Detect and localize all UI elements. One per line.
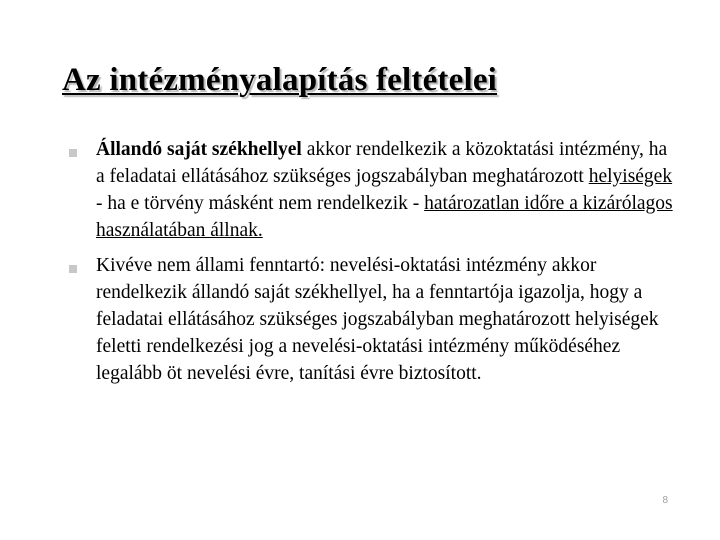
- bullet-1-underlined-helyisegek: helyiségek: [588, 166, 673, 187]
- slide-title: Az intézményalapítás feltételei: [62, 62, 498, 98]
- bullet-1-underlined-tail: határozatlan időre a kizárólagos használatában állnak.: [96, 193, 673, 241]
- bullet-1-bold-lead: Állandó saját székhellyel: [96, 139, 302, 160]
- square-bullet-icon: [69, 265, 77, 273]
- bullet-item-1: [60, 136, 680, 244]
- page-number: 8: [662, 495, 668, 506]
- bullet-1-text-continued: - ha e törvény másként nem rendelkezik -: [96, 193, 425, 214]
- bullet-list: [60, 136, 680, 395]
- square-bullet-icon: [69, 149, 77, 157]
- bullet-2-text: Kivéve nem állami fenntartó: nevelési-oktatási intézmény akkor rendelkezik állandó saját székhellyel, ha a fenntartója igazolja, hogy a feladatai ellátásához szükséges jogszabályban meghatározott helyiségek feletti rendelkezési jog a nevelési-oktatási intézmény működéséhez legalább öt nevelési évre, tanítási évre biztosított.: [96, 255, 659, 384]
- bullet-item-2: [60, 252, 680, 387]
- bullet-1-text: akkor rendelkezik a közoktatási intézmény, ha a feladatai ellátásához szükséges jogszabályban meghatározott: [96, 139, 668, 187]
